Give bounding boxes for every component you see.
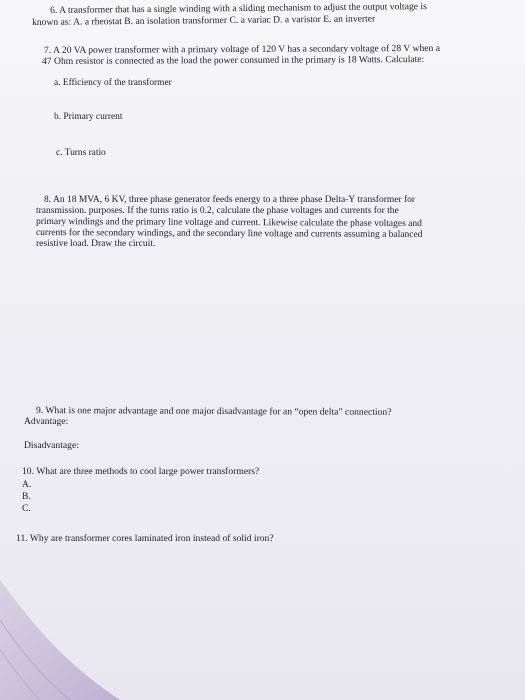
q8-line-2: transmission. purposes. If the turns ratio is 0.2, calculate the phase voltages and currents for the xyxy=(36,206,399,216)
q7-line-2: 47 Ohm resistor is connected as the load the power consumed in the primary is 18 Watts. Calculate: xyxy=(42,53,425,67)
q7-part-a: a. Efficiency of the transformer xyxy=(54,78,172,88)
q6-line-1: 6. A transformer that has a single winding with a sliding mechanism to adjust the output voltage is xyxy=(50,1,427,16)
q9-disadvantage-label: Disadvantage: xyxy=(24,440,79,451)
q11-line-1: 11. Why are transformer cores laminated iron instead of solid iron? xyxy=(16,533,274,544)
q8-line-4: currents for the secondary windings, and the secondary line voltage and currents assuming a balanced xyxy=(35,228,423,241)
q10-answer-b: B. xyxy=(22,491,31,502)
q9-advantage-label: Advantage: xyxy=(24,416,69,427)
q7-line-1: 7. A 20 VA power transformer with a primary voltage of 120 V has a secondary voltage of 28 V when a xyxy=(44,42,440,56)
q6-line-2: known as: A. a rheostat B. an isolation transformer C. a variac D. a varistor E. an inverter xyxy=(32,13,376,28)
q8-line-1: 8. An 18 MVA, 6 KV, three phase generator feeds energy to a three phase Delta-Y transformer for xyxy=(44,195,416,205)
q8-line-3: primary windings and the primary line voltage and current. Likewise calculate the phase voltages and xyxy=(35,217,422,230)
q8-line-5: resistive load. Draw the circuit. xyxy=(36,239,156,249)
q7-part-c: c. Turns ratio xyxy=(56,148,106,158)
q7-part-b: b. Primary current xyxy=(54,112,123,122)
q10-answer-c: C. xyxy=(22,503,31,514)
q10-answer-a: A. xyxy=(22,479,32,490)
q10-line-1: 10. What are three methods to cool large power transformers? xyxy=(22,466,260,477)
q9-line-1: 9. What is one major advantage and one major disadvantage for an “open delta” connection? xyxy=(35,405,392,418)
background-fabric xyxy=(0,580,525,700)
